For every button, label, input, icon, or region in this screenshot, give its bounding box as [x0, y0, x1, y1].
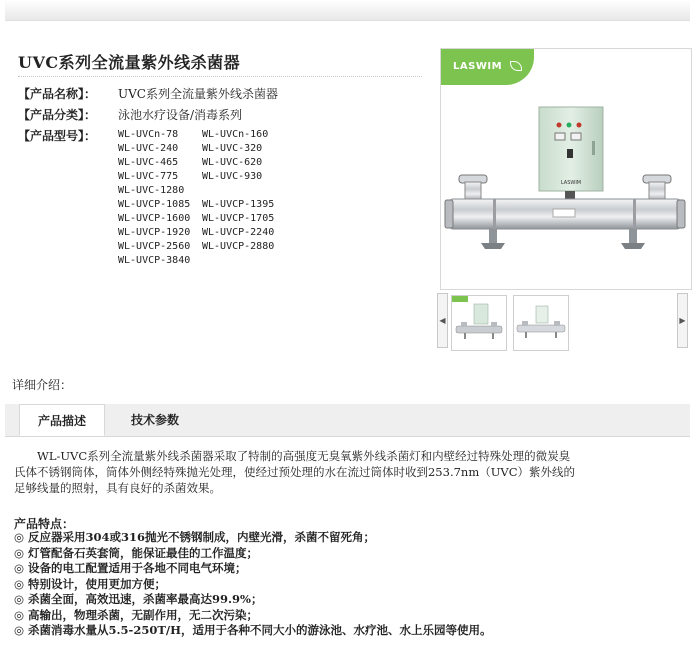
- detail-tabs: [5, 404, 690, 437]
- field-label: 【产品分类】：: [18, 108, 97, 122]
- model-item: WL-UVCP-3840: [118, 255, 191, 266]
- product-image[interactable]: [440, 48, 692, 290]
- field-value: UVC系列全流量紫外线杀菌器: [118, 87, 278, 101]
- thumbnail-strip: [437, 293, 690, 348]
- feature-item: ◎ 反应器采用304或316抛光不锈钢制成，内壁光滑，杀菌不留死角；: [14, 530, 376, 544]
- features-list: [14, 530, 491, 639]
- tab-technical-parameters[interactable]: 技术参数: [130, 413, 179, 427]
- model-item: WL-UVCP-1600: [118, 213, 191, 224]
- prev-arrow-icon[interactable]: ◀: [437, 293, 448, 348]
- feature-item: ◎ 设备的电工配置适用于各地不同电气环境；: [14, 561, 247, 575]
- model-item: WL-UVCn-78: [118, 129, 179, 140]
- feature-item: ◎ 杀菌全面，高效迅速，杀菌率最高达99.9%；: [14, 592, 263, 606]
- model-item: WL-UVC-320: [202, 143, 263, 154]
- uv-sterilizer-illustration: [441, 49, 691, 289]
- detail-label: 详细介绍：: [12, 378, 73, 392]
- brand-logo-text: LASWIM: [453, 61, 503, 72]
- model-item: WL-UVC-620: [202, 157, 263, 168]
- feature-item: ◎ 杀菌消毒水量从5.5-250T/H，适用于各种不同大小的游泳池、水疗池、水上乐园等使用。: [14, 623, 492, 637]
- model-item: WL-UVCP-1705: [202, 213, 275, 224]
- model-item: WL-UVCP-2240: [202, 227, 275, 238]
- feature-item: ◎ 高输出，物理杀菌，无副作用，无二次污染；: [14, 607, 259, 622]
- model-item: WL-UVCP-1395: [202, 199, 275, 210]
- model-item: WL-UVCn-160: [202, 129, 269, 140]
- description-line: 氏体不锈钢筒体，筒体外侧经特殊抛光处理，使经过预处理的水在流过筒体时收到253.7nm（UVC）紫外线的: [14, 465, 576, 479]
- product-description: [14, 448, 684, 496]
- next-arrow-icon[interactable]: ▶: [677, 293, 688, 348]
- model-item: WL-UVCP-1085: [118, 199, 191, 210]
- cabinet-logo: LASWIM: [560, 180, 582, 186]
- tab-product-description[interactable]: 产品描述: [19, 404, 105, 436]
- model-item: WL-UVCP-1920: [118, 227, 191, 238]
- field-value: 泳池水疗设备/消毒系列: [118, 108, 243, 122]
- model-item: WL-UVC-465: [118, 157, 179, 168]
- model-item: WL-UVC-1280: [118, 185, 185, 196]
- field-label: 【产品名称】：: [18, 87, 97, 101]
- field-label: 【产品型号】：: [18, 129, 97, 143]
- thumbnail-image: [452, 296, 506, 350]
- model-item: WL-UVCP-2560: [118, 241, 191, 252]
- model-item: WL-UVC-240: [118, 143, 179, 154]
- model-item: WL-UVC-930: [202, 171, 263, 182]
- feature-item: ◎ 灯管配备石英套筒，能保证最佳的工作温度；: [14, 545, 259, 560]
- thumbnail-image: [514, 296, 568, 350]
- model-item: WL-UVCP-2880: [202, 241, 275, 252]
- thumbnail-1[interactable]: [451, 295, 507, 351]
- features-title: 产品特点：: [14, 517, 75, 531]
- feature-item: ◎ 特别设计，使用更加方便；: [14, 576, 167, 591]
- title-divider: [18, 76, 422, 77]
- description-line: 足够线量的照射，具有良好的杀菌效果。: [14, 481, 221, 495]
- thumbnail-2[interactable]: [513, 295, 569, 351]
- top-bar: [5, 0, 690, 21]
- model-item: WL-UVC-775: [118, 171, 179, 182]
- product-title: UVC系列全流量紫外线杀菌器: [18, 53, 241, 72]
- description-line: WL-UVC系列全流量紫外线杀菌器采取了特制的高强度无臭氧紫外线杀菌灯和内壁经过特殊处理的微炭臭: [14, 449, 571, 463]
